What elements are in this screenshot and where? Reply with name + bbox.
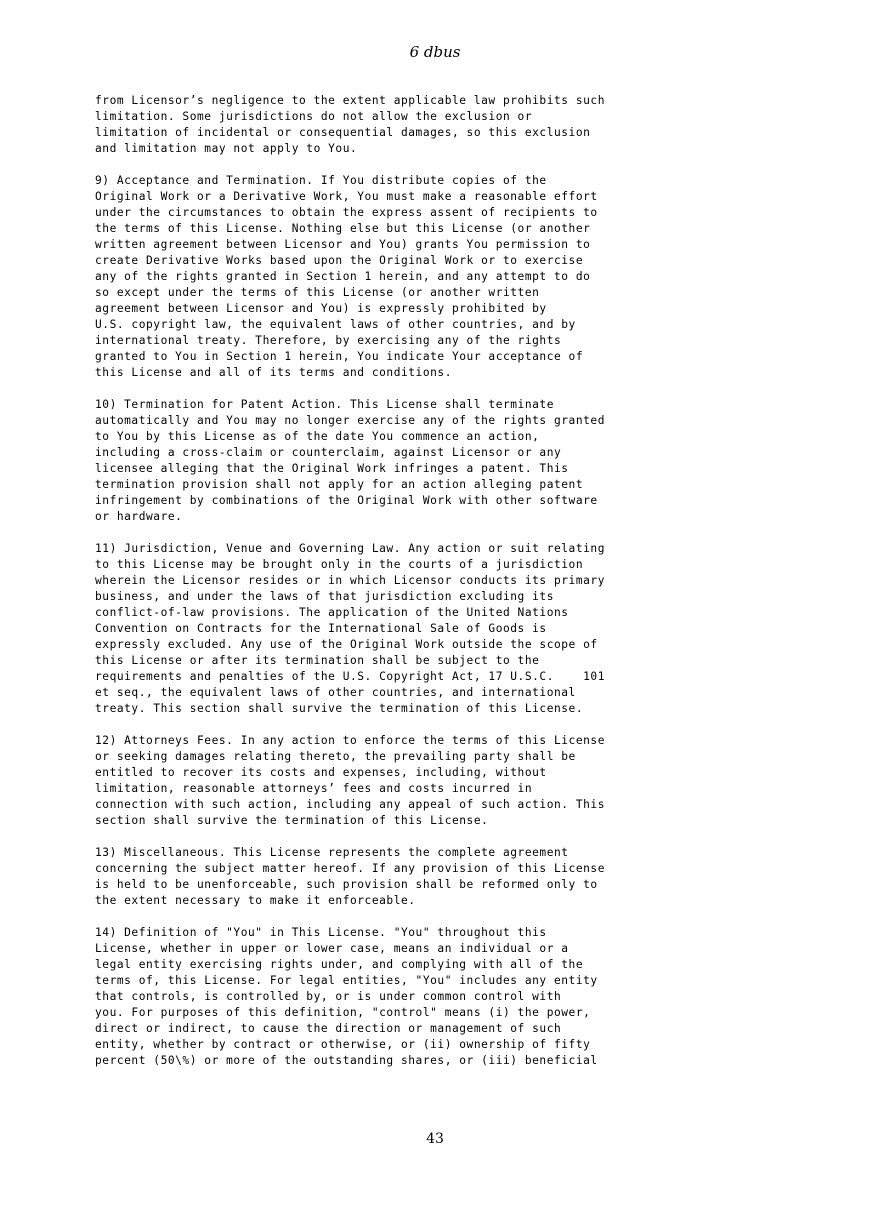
- text-line: legal entity exercising rights under, and complying with all of the: [95, 958, 584, 971]
- text-line: 10) Termination for Patent Action. This License shall terminate: [95, 398, 554, 411]
- text-line: conflict-of-law provisions. The application of the United Nations: [95, 606, 569, 619]
- text-line: direct or indirect, to cause the direction or management of such: [95, 1022, 562, 1035]
- text-line: requirements and penalties of the U.S. Copyright Act, 17 U.S.C. 101: [95, 670, 605, 683]
- text-line: License, whether in upper or lower case, means an individual or a: [95, 942, 569, 955]
- text-line: this License or after its termination shall be subject to the: [95, 654, 540, 667]
- text-line: connection with such action, including any appeal of such action. This: [95, 798, 605, 811]
- text-line: this License and all of its terms and conditions.: [95, 366, 452, 379]
- text-line: section shall survive the termination of this License.: [95, 814, 489, 827]
- text-line: and limitation may not apply to You.: [95, 142, 358, 155]
- license-paragraph: [95, 541, 795, 717]
- license-text-body: [95, 93, 795, 1085]
- text-line: licensee alleging that the Original Work infringes a patent. This: [95, 462, 569, 475]
- text-line: so except under the terms of this License (or another written: [95, 286, 540, 299]
- text-line: business, and under the laws of that jurisdiction excluding its: [95, 590, 554, 603]
- text-line: to You by this License as of the date You commence an action,: [95, 430, 540, 443]
- text-line: entity, whether by contract or otherwise, or (ii) ownership of fifty: [95, 1038, 591, 1051]
- text-line: et seq., the equivalent laws of other countries, and international: [95, 686, 576, 699]
- text-line: limitation of incidental or consequential damages, so this exclusion: [95, 126, 591, 139]
- text-line: 12) Attorneys Fees. In any action to enforce the terms of this License: [95, 734, 605, 747]
- text-line: limitation. Some jurisdictions do not allow the exclusion or: [95, 110, 533, 123]
- running-header: 6 dbus: [409, 43, 461, 61]
- text-line: 13) Miscellaneous. This License represents the complete agreement: [95, 846, 569, 859]
- text-line: including a cross-claim or counterclaim, against Licensor or any: [95, 446, 562, 459]
- license-paragraph: [95, 925, 795, 1069]
- text-line: Original Work or a Derivative Work, You must make a reasonable effort: [95, 190, 598, 203]
- text-line: U.S. copyright law, the equivalent laws of other countries, and by: [95, 318, 576, 331]
- text-line: or hardware.: [95, 510, 183, 523]
- text-line: or seeking damages relating thereto, the prevailing party shall be: [95, 750, 576, 763]
- text-line: automatically and You may no longer exercise any of the rights granted: [95, 414, 605, 427]
- text-line: the extent necessary to make it enforceable.: [95, 894, 416, 907]
- text-line: you. For purposes of this definition, "control" means (i) the power,: [95, 1006, 591, 1019]
- text-line: international treaty. Therefore, by exercising any of the rights: [95, 334, 562, 347]
- text-line: limitation, reasonable attorneys’ fees and costs incurred in: [95, 782, 533, 795]
- text-line: terms of, this License. For legal entities, "You" includes any entity: [95, 974, 598, 987]
- text-line: any of the rights granted in Section 1 herein, and any attempt to do: [95, 270, 591, 283]
- text-line: that controls, is controlled by, or is under common control with: [95, 990, 562, 1003]
- text-line: Convention on Contracts for the International Sale of Goods is: [95, 622, 547, 635]
- text-line: from Licensor’s negligence to the extent applicable law prohibits such: [95, 94, 605, 107]
- text-line: concerning the subject matter hereof. If any provision of this License: [95, 862, 605, 875]
- page-number: 43: [426, 1131, 444, 1147]
- text-line: agreement between Licensor and You) is expressly prohibited by: [95, 302, 547, 315]
- license-paragraph: [95, 93, 795, 157]
- license-paragraph: [95, 173, 795, 381]
- text-line: expressly excluded. Any use of the Original Work outside the scope of: [95, 638, 598, 651]
- text-line: is held to be unenforceable, such provision shall be reformed only to: [95, 878, 598, 891]
- text-line: create Derivative Works based upon the Original Work or to exercise: [95, 254, 584, 267]
- text-line: 11) Jurisdiction, Venue and Governing Law. Any action or suit relating: [95, 542, 605, 555]
- license-paragraph: [95, 397, 795, 525]
- text-line: granted to You in Section 1 herein, You indicate Your acceptance of: [95, 350, 584, 363]
- text-line: treaty. This section shall survive the termination of this License.: [95, 702, 584, 715]
- text-line: infringement by combinations of the Original Work with other software: [95, 494, 598, 507]
- text-line: to this License may be brought only in the courts of a jurisdiction: [95, 558, 584, 571]
- text-line: the terms of this License. Nothing else but this License (or another: [95, 222, 591, 235]
- text-line: written agreement between Licensor and You) grants You permission to: [95, 238, 591, 251]
- text-line: under the circumstances to obtain the express assent of recipients to: [95, 206, 598, 219]
- text-line: wherein the Licensor resides or in which Licensor conducts its primary: [95, 574, 605, 587]
- license-paragraph: [95, 733, 795, 829]
- license-paragraph: [95, 845, 795, 909]
- text-line: 14) Definition of "You" in This License. "You" throughout this: [95, 926, 547, 939]
- text-line: entitled to recover its costs and expenses, including, without: [95, 766, 547, 779]
- text-line: percent (50\%) or more of the outstanding shares, or (iii) beneficial: [95, 1054, 598, 1067]
- text-line: 9) Acceptance and Termination. If You distribute copies of the: [95, 174, 547, 187]
- text-line: termination provision shall not apply for an action alleging patent: [95, 478, 584, 491]
